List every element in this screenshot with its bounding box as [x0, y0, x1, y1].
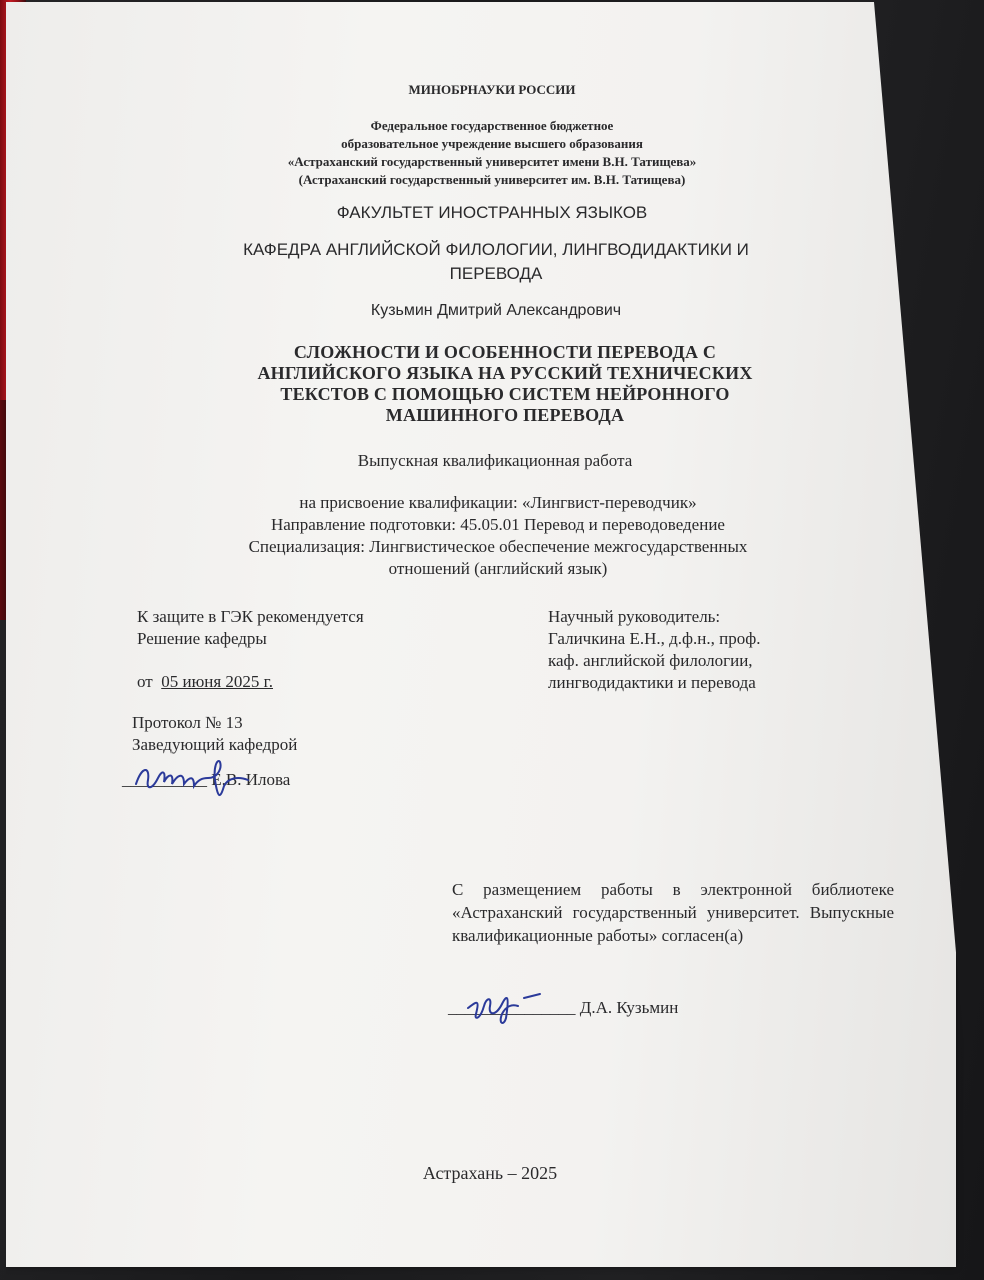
supervisor-line: каф. английской филологии,: [548, 651, 753, 670]
ministry-heading: МИНОБРНАУКИ РОССИИ: [408, 82, 576, 97]
institution-line: образовательное учреждение высшего образования: [341, 136, 643, 151]
thesis-title: [257, 342, 752, 426]
thesis-title-line: СЛОЖНОСТИ И ОСОБЕННОСТИ ПЕРЕВОДА С: [293, 342, 717, 362]
department-line: ПЕРЕВОДА: [449, 264, 543, 283]
qualification-line: отношений (английский язык): [388, 559, 608, 578]
faculty-heading: ФАКУЛЬТЕТ ИНОСТРАННЫХ ЯЗЫКОВ: [336, 203, 648, 222]
defense-line: Решение кафедры: [137, 629, 267, 648]
head-signature-mark: [128, 756, 278, 806]
signature-underline: _______________: [448, 998, 576, 1017]
date-value: 05 июня 2025 г.: [161, 672, 273, 691]
decision-date: [137, 672, 273, 692]
head-name: Е.В. Илова: [211, 770, 291, 789]
supervisor-line: Галичкина Е.Н., д.ф.н., проф.: [548, 629, 761, 648]
author-signature-mark: [462, 984, 562, 1029]
qualification-block: [249, 492, 748, 580]
head-of-department-title: Заведующий кафедрой: [132, 735, 298, 754]
thesis-title-line: ТЕКСТОВ С ПОМОЩЬЮ СИСТЕМ НЕЙРОННОГО: [280, 384, 730, 404]
date-prefix: от: [137, 672, 153, 691]
qualification-line: Направление подготовки: 45.05.01 Перевод и переводоведение: [271, 515, 725, 534]
city-year: Астрахань – 2025: [422, 1163, 558, 1183]
protocol-block: [132, 712, 297, 756]
qualification-line: на присвоение квалификации: «Лингвист-переводчик»: [299, 493, 697, 512]
protocol-number: Протокол № 13: [132, 713, 243, 732]
author-signature-name: Д.А. Кузьмин: [579, 998, 679, 1017]
department-heading: [243, 238, 749, 286]
supervisor-line: Научный руководитель:: [548, 607, 721, 626]
author-name: Кузьмин Дмитрий Александрович: [370, 302, 622, 319]
defense-recommendation: [137, 606, 364, 650]
work-type: Выпускная квалификационная работа: [357, 451, 633, 470]
institution-block: [288, 117, 696, 189]
library-consent-text: С размещением работы в электронной библиотеке «Астраханский государственный университет. Выпускные квалификационные работы» согласен(а): [452, 880, 894, 945]
thesis-title-line: АНГЛИЙСКОГО ЯЗЫКА НА РУССКИЙ ТЕХНИЧЕСКИХ: [257, 363, 753, 383]
institution-line: «Астраханский государственный университет имени В.Н. Татищева»: [287, 154, 697, 169]
signature-underline: __________: [122, 770, 207, 789]
institution-line: Федеральное государственное бюджетное: [370, 118, 614, 133]
supervisor-block: [548, 606, 761, 694]
thesis-title-line: МАШИННОГО ПЕРЕВОДА: [385, 405, 625, 425]
institution-line: (Астраханский государственный университет им. В.Н. Татищева): [298, 172, 686, 187]
qualification-line: Специализация: Лингвистическое обеспечение межгосударственных: [248, 537, 748, 556]
supervisor-line: лингводидактики и перевода: [548, 673, 756, 692]
defense-line: К защите в ГЭК рекомендуется: [137, 607, 364, 626]
department-line: КАФЕДРА АНГЛИЙСКОЙ ФИЛОЛОГИИ, ЛИНГВОДИДАКТИКИ И: [243, 240, 749, 259]
